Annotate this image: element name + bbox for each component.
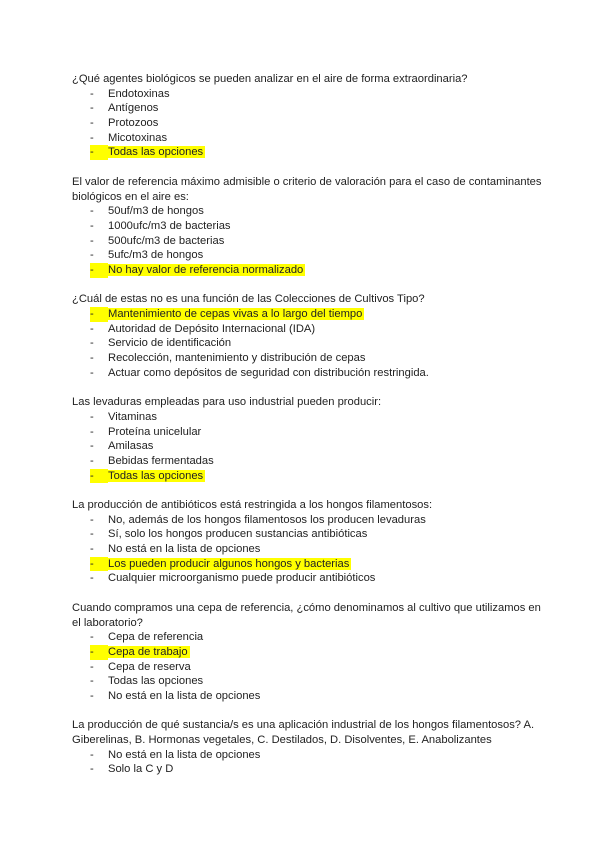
option-text: Amilasas (108, 440, 154, 453)
option-item (72, 234, 542, 249)
dash-bullet: - (90, 572, 94, 585)
option-text: No está en la lista de opciones (108, 543, 261, 556)
dash-bullet: - (90, 645, 108, 660)
question-text: Las levaduras empleadas para uso industrial pueden producir: (72, 396, 382, 409)
option-item (72, 101, 542, 116)
option-list (72, 410, 542, 483)
option-text: No hay valor de referencia normalizado (94, 264, 305, 276)
option-item (72, 336, 542, 351)
option-list (72, 748, 542, 777)
dash-bullet: - (90, 322, 94, 335)
dash-bullet: - (90, 543, 94, 556)
option-text: Solo la C y D (108, 763, 174, 776)
question-text: La producción de qué sustancia/s es una aplicación industrial de los hongos filamentosos? A. Giberelinas, B. Hormonas vegetales, C. Destilados, D. Disolventes, E. Anabolizantes (72, 719, 535, 747)
dash-bullet: - (90, 102, 94, 115)
highlighted-option (72, 263, 542, 278)
option-item (72, 762, 542, 777)
option-text: Endotoxinas (108, 87, 170, 100)
question-block (72, 175, 542, 278)
option-text: 1000ufc/m3 de bacterias (108, 219, 231, 232)
option-item (72, 542, 542, 557)
option-text: Vitaminas (108, 410, 157, 423)
option-text: Cualquier microorganismo puede producir antibióticos (108, 572, 376, 585)
dash-bullet: - (90, 366, 94, 379)
dash-bullet: - (90, 410, 94, 423)
dash-bullet: - (90, 748, 94, 761)
dash-bullet: - (90, 337, 94, 350)
option-item (72, 204, 542, 219)
option-item (72, 660, 542, 675)
option-list (72, 204, 542, 277)
dash-bullet: - (90, 117, 94, 130)
dash-bullet: - (90, 469, 108, 484)
option-item (72, 513, 542, 528)
option-text: Antígenos (108, 102, 159, 115)
dash-bullet: - (90, 513, 94, 526)
option-item (72, 571, 542, 586)
option-text: Todas las opciones (94, 146, 205, 158)
option-item (72, 689, 542, 704)
dash-bullet: - (90, 528, 94, 541)
question-block (72, 718, 542, 777)
dash-bullet: - (90, 454, 94, 467)
option-text: Los pueden producir algunos hongos y bacterias (94, 558, 351, 570)
dash-bullet: - (90, 205, 94, 218)
option-text: Protozoos (108, 117, 159, 130)
option-item (72, 248, 542, 263)
option-text: Actuar como depósitos de seguridad con distribución restringida. (108, 366, 429, 379)
option-text: Recolección, mantenimiento y distribución de cepas (108, 352, 366, 365)
question-text: El valor de referencia máximo admisible o criterio de valoración para el caso de contaminantes biológicos en el aire es: (72, 175, 542, 203)
question-text: ¿Qué agentes biológicos se pueden analizar en el aire de forma extraordinaria? (72, 73, 468, 85)
option-item (72, 527, 542, 542)
option-list (72, 630, 542, 703)
option-item (72, 454, 542, 469)
highlighted-option (72, 469, 542, 484)
question-block (72, 395, 542, 483)
option-text: Servicio de identificación (108, 337, 232, 350)
option-text: Bebidas fermentadas (108, 454, 214, 467)
option-item (72, 322, 542, 337)
option-text: Cepa de referencia (108, 631, 204, 644)
option-list (72, 307, 542, 380)
option-text: 5ufc/m3 de hongos (108, 249, 204, 262)
option-text: Autoridad de Depósito Internacional (IDA) (108, 322, 316, 335)
option-item (72, 219, 542, 234)
dash-bullet: - (90, 675, 94, 688)
highlighted-option (72, 145, 542, 160)
option-text: No, además de los hongos filamentosos los producen levaduras (108, 513, 426, 526)
option-text: Cepa de trabajo (94, 646, 190, 658)
option-item (72, 630, 542, 645)
dash-bullet: - (90, 631, 94, 644)
question-block (72, 601, 542, 704)
highlighted-option (72, 557, 542, 572)
option-text: Mantenimiento de cepas vivas a lo largo del tiempo (94, 308, 364, 320)
dash-bullet: - (90, 219, 94, 232)
option-item (72, 410, 542, 425)
option-item (72, 116, 542, 131)
option-text: 500ufc/m3 de bacterias (108, 234, 225, 247)
option-list (72, 513, 542, 586)
dash-bullet: - (90, 352, 94, 365)
question-block (72, 292, 542, 380)
dash-bullet: - (90, 763, 94, 776)
option-item (72, 439, 542, 454)
option-list (72, 87, 542, 160)
option-text: 50uf/m3 de hongos (108, 205, 204, 218)
highlighted-option (72, 307, 542, 322)
option-text: Proteína unicelular (108, 425, 202, 438)
option-text: Micotoxinas (108, 131, 168, 144)
highlighted-option (72, 645, 542, 660)
dash-bullet: - (90, 234, 94, 247)
option-item (72, 131, 542, 146)
dash-bullet: - (90, 307, 108, 322)
option-item (72, 748, 542, 763)
dash-bullet: - (90, 145, 108, 160)
option-item (72, 425, 542, 440)
question-block (72, 72, 542, 160)
question-text: La producción de antibióticos está restringida a los hongos filamentosos: (72, 499, 433, 512)
option-text: Sí, solo los hongos producen sustancias antibióticas (108, 528, 368, 541)
dash-bullet: - (90, 557, 108, 572)
option-text: No está en la lista de opciones (108, 690, 261, 702)
dash-bullet: - (90, 87, 94, 100)
option-item (72, 674, 542, 689)
document-body (72, 72, 542, 792)
option-text: Todas las opciones (108, 675, 204, 688)
dash-bullet: - (90, 660, 94, 673)
dash-bullet: - (90, 263, 108, 278)
option-text: Cepa de reserva (108, 660, 191, 673)
question-text: ¿Cuál de estas no es una función de las Colecciones de Cultivos Tipo? (72, 293, 425, 306)
option-item (72, 351, 542, 366)
dash-bullet: - (90, 690, 94, 702)
option-item (72, 366, 542, 381)
option-item (72, 87, 542, 102)
question-text: Cuando compramos una cepa de referencia, ¿cómo denominamos al cultivo que utilizamos en el laboratorio? (72, 601, 541, 629)
dash-bullet: - (90, 425, 94, 438)
question-block (72, 498, 542, 586)
dash-bullet: - (90, 131, 94, 144)
option-text: Todas las opciones (94, 470, 205, 482)
dash-bullet: - (90, 440, 94, 453)
option-text: No está en la lista de opciones (108, 748, 261, 761)
dash-bullet: - (90, 249, 94, 262)
